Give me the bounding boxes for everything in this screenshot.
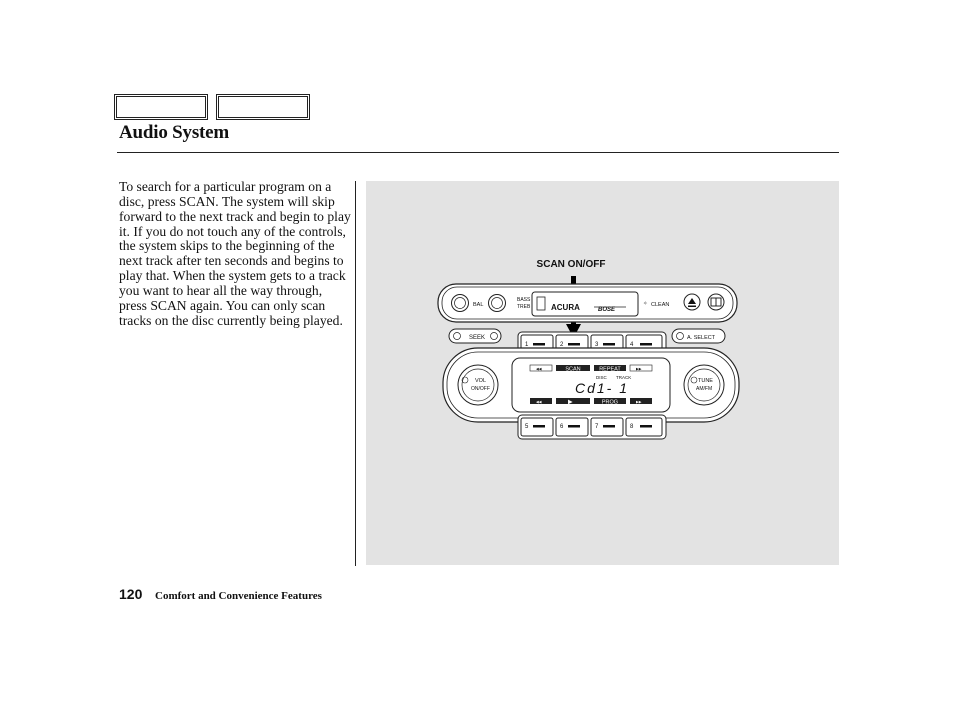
preset-row-bottom <box>518 415 666 439</box>
am-fm-label: AM/FM <box>696 386 713 392</box>
treb-label: TREB <box>517 304 531 310</box>
body-paragraph: To search for a particular program on a disc, press SCAN. The system will skip forward to the next track and begin to play it. If you do not touch any of the controls, the system skips to the beginning of the next track after ten seconds and begins to play that. When the system gets to a track you want to hear all the way through, press SCAN again. You can only scan tracks on the disc currently being played. <box>119 179 351 328</box>
column-divider <box>355 181 356 566</box>
on-off-label: ON/OFF <box>471 386 490 392</box>
callout-label: SCAN ON/OFF <box>536 259 606 270</box>
play-button[interactable] <box>556 398 590 404</box>
nav-button-next[interactable] <box>216 94 310 120</box>
fast-forward-icon-2: ▸▸ <box>636 399 642 406</box>
fast-forward-icon: ▸▸ <box>636 366 642 373</box>
prog-label: PROG <box>601 399 619 406</box>
svg-text:6: 6 <box>560 424 564 430</box>
scan-label: SCAN <box>565 366 581 373</box>
rewind-icon-2: ◂◂ <box>536 399 542 406</box>
bose-logo-text: BOSE <box>598 307 616 313</box>
title-rule <box>117 152 839 153</box>
rewind-icon: ◂◂ <box>536 366 542 373</box>
bass-treb-knob[interactable] <box>489 295 506 312</box>
svg-text:4: 4 <box>630 342 634 348</box>
bal-knob[interactable] <box>452 295 469 312</box>
page-title: Audio System <box>119 122 230 143</box>
nav-button-prev[interactable] <box>114 94 208 120</box>
vol-label: VOL <box>475 378 487 384</box>
svg-text:3: 3 <box>595 342 599 348</box>
seek-label: SEEK <box>469 335 486 341</box>
a-select-label: A. SELECT <box>687 335 716 341</box>
radio-figure <box>366 181 839 565</box>
radio-main-unit <box>443 348 739 422</box>
svg-text:2: 2 <box>560 342 564 348</box>
lcd-readout: Cd1- 1 <box>575 380 630 396</box>
track-label: TRACK <box>616 375 632 380</box>
svg-text:1: 1 <box>525 342 529 348</box>
svg-text:7: 7 <box>595 424 599 430</box>
clean-label: CLEAN <box>651 302 670 308</box>
section-name: Comfort and Convenience Features <box>155 590 322 602</box>
bal-label: BAL <box>473 302 484 308</box>
radio-illustration <box>366 181 839 565</box>
volume-knob[interactable] <box>458 365 498 405</box>
disc-label: DISC <box>596 375 607 380</box>
svg-text:✧: ✧ <box>643 301 648 307</box>
tune-knob[interactable] <box>684 365 724 405</box>
svg-text:5: 5 <box>525 424 529 430</box>
page-number: 120 <box>119 586 143 602</box>
cd-slot-panel <box>532 292 638 316</box>
bass-label: BASS <box>517 297 531 303</box>
svg-text:8: 8 <box>630 424 634 430</box>
repeat-label: REPEAT <box>599 366 621 373</box>
tune-label: TUNE <box>698 378 713 384</box>
acura-logo-text: ACURA <box>551 303 580 312</box>
radio-top-unit <box>438 284 737 322</box>
play-icon: ▶ <box>568 399 573 406</box>
